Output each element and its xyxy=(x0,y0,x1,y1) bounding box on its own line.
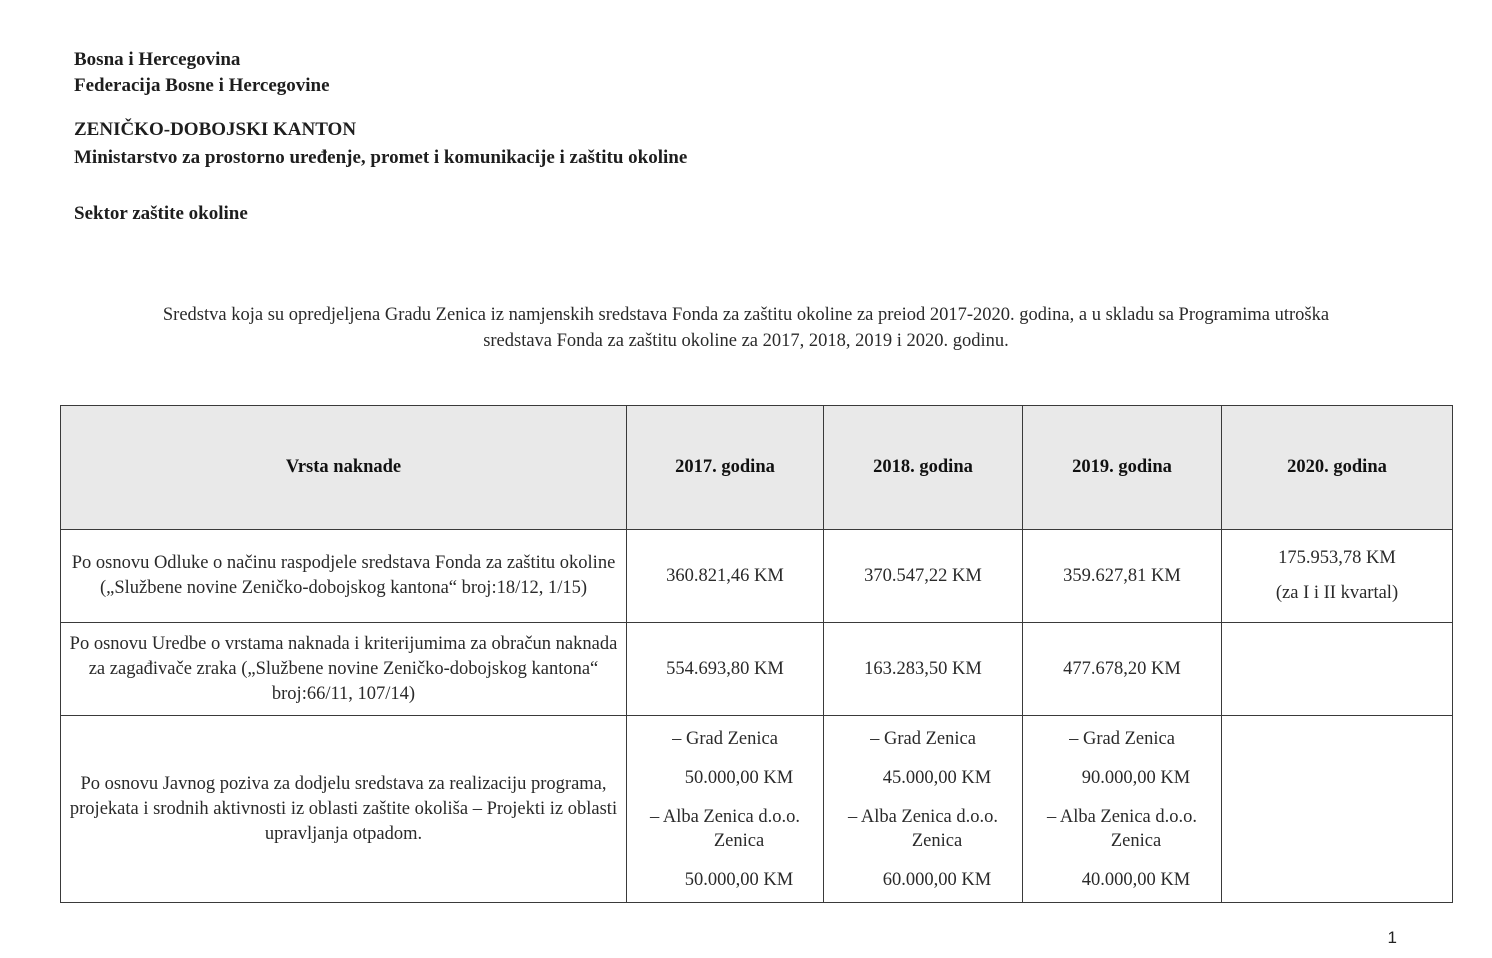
table-row xyxy=(61,623,1453,716)
canton-name: ZENIČKO-DOBOJSKI KANTON xyxy=(74,119,357,140)
fund-allocation-table xyxy=(60,405,1453,903)
row3-2017-amount1: 50.000,00 KM xyxy=(684,767,794,788)
header-2017: 2017. godina xyxy=(627,406,824,530)
country-name: Bosna i Hercegovina xyxy=(74,49,241,70)
row1-2020-value: 175.953,78 KM xyxy=(1278,548,1396,568)
row1-description: Po osnovu Odluke o načinu raspodjele sredstava Fonda za zaštitu okoline („Službene novine Zeničko-dobojskog kantona“ broj:18/12, 1/15) xyxy=(61,530,627,623)
federation-name: Federacija Bosne i Hercegovine xyxy=(74,75,330,96)
row1-2018-value: 370.547,22 KM xyxy=(824,530,1023,623)
row2-2017-value: 554.693,80 KM xyxy=(627,623,824,716)
row1-2020-cell xyxy=(1222,530,1453,623)
row3-2019-item1: – Grad Zenica xyxy=(1069,728,1175,749)
row1-2017-value: 360.821,46 KM xyxy=(627,530,824,623)
row3-2019-item2-city: Zenica xyxy=(1110,830,1162,851)
row3-2019-amount1: 90.000,00 KM xyxy=(1081,767,1191,788)
row3-2017-item2-city: Zenica xyxy=(713,830,765,851)
ministry-name: Ministarstvo za prostorno uređenje, promet i komunikacije i zaštitu okoline xyxy=(74,147,688,168)
intro-line-1: Sredstva koja su opredjeljena Gradu Zenica iz namjenskih sredstava Fonda za zaštitu okoline za preiod 2017-2020. godina, a u skladu sa Programima utroška xyxy=(162,305,1330,325)
intro-line-2: sredstava Fonda za zaštitu okoline za 2017, 2018, 2019 i 2020. godinu. xyxy=(483,331,1009,351)
page-number: 1 xyxy=(1387,928,1397,947)
row3-2018-item2-city: Zenica xyxy=(911,830,963,851)
row2-description: Po osnovu Uredbe o vrstama naknada i kriterijumima za obračun naknada za zagađivače zraka („Službene novine Zeničko-dobojskog kantona“ broj:66/11, 107/14) xyxy=(61,623,627,716)
row3-2017-amount2: 50.000,00 KM xyxy=(684,869,794,890)
intro-paragraph xyxy=(60,302,1432,354)
row3-description: Po osnovu Javnog poziva za dodjelu sredstava za realizaciju programa, projekata i srodnih aktivnosti iz oblasti zaštite okoliša – Projekti iz oblasti upravljanja otpadom. xyxy=(61,716,627,903)
row3-2018-item2: – Alba Zenica d.o.o. xyxy=(847,806,998,827)
row1-2020-note: (za I i II kvartal) xyxy=(1275,583,1399,603)
row3-2019-amount2: 40.000,00 KM xyxy=(1081,869,1191,890)
table-row xyxy=(61,716,1453,903)
header-2018: 2018. godina xyxy=(824,406,1023,530)
table-row xyxy=(61,530,1453,623)
row1-2019-value: 359.627,81 KM xyxy=(1023,530,1222,623)
row3-2018-amount2: 60.000,00 KM xyxy=(882,869,992,890)
row3-2017-cell xyxy=(627,716,824,903)
row3-2018-cell xyxy=(824,716,1023,903)
row2-2019-value: 477.678,20 KM xyxy=(1023,623,1222,716)
row3-2018-amount1: 45.000,00 KM xyxy=(882,767,992,788)
row2-2020-value xyxy=(1222,623,1453,716)
sector-name: Sektor zaštite okoline xyxy=(74,203,248,224)
table-header-row xyxy=(61,406,1453,530)
header-fee-type: Vrsta naknade xyxy=(61,406,627,530)
row3-2019-item2: – Alba Zenica d.o.o. xyxy=(1046,806,1197,827)
row3-2020-value xyxy=(1222,716,1453,903)
row3-2017-item2: – Alba Zenica d.o.o. xyxy=(649,806,800,827)
row2-2018-value: 163.283,50 KM xyxy=(824,623,1023,716)
row3-2019-cell xyxy=(1023,716,1222,903)
row3-2017-item1: – Grad Zenica xyxy=(672,728,778,749)
header-2020: 2020. godina xyxy=(1222,406,1453,530)
row3-2018-item1: – Grad Zenica xyxy=(870,728,976,749)
header-2019: 2019. godina xyxy=(1023,406,1222,530)
